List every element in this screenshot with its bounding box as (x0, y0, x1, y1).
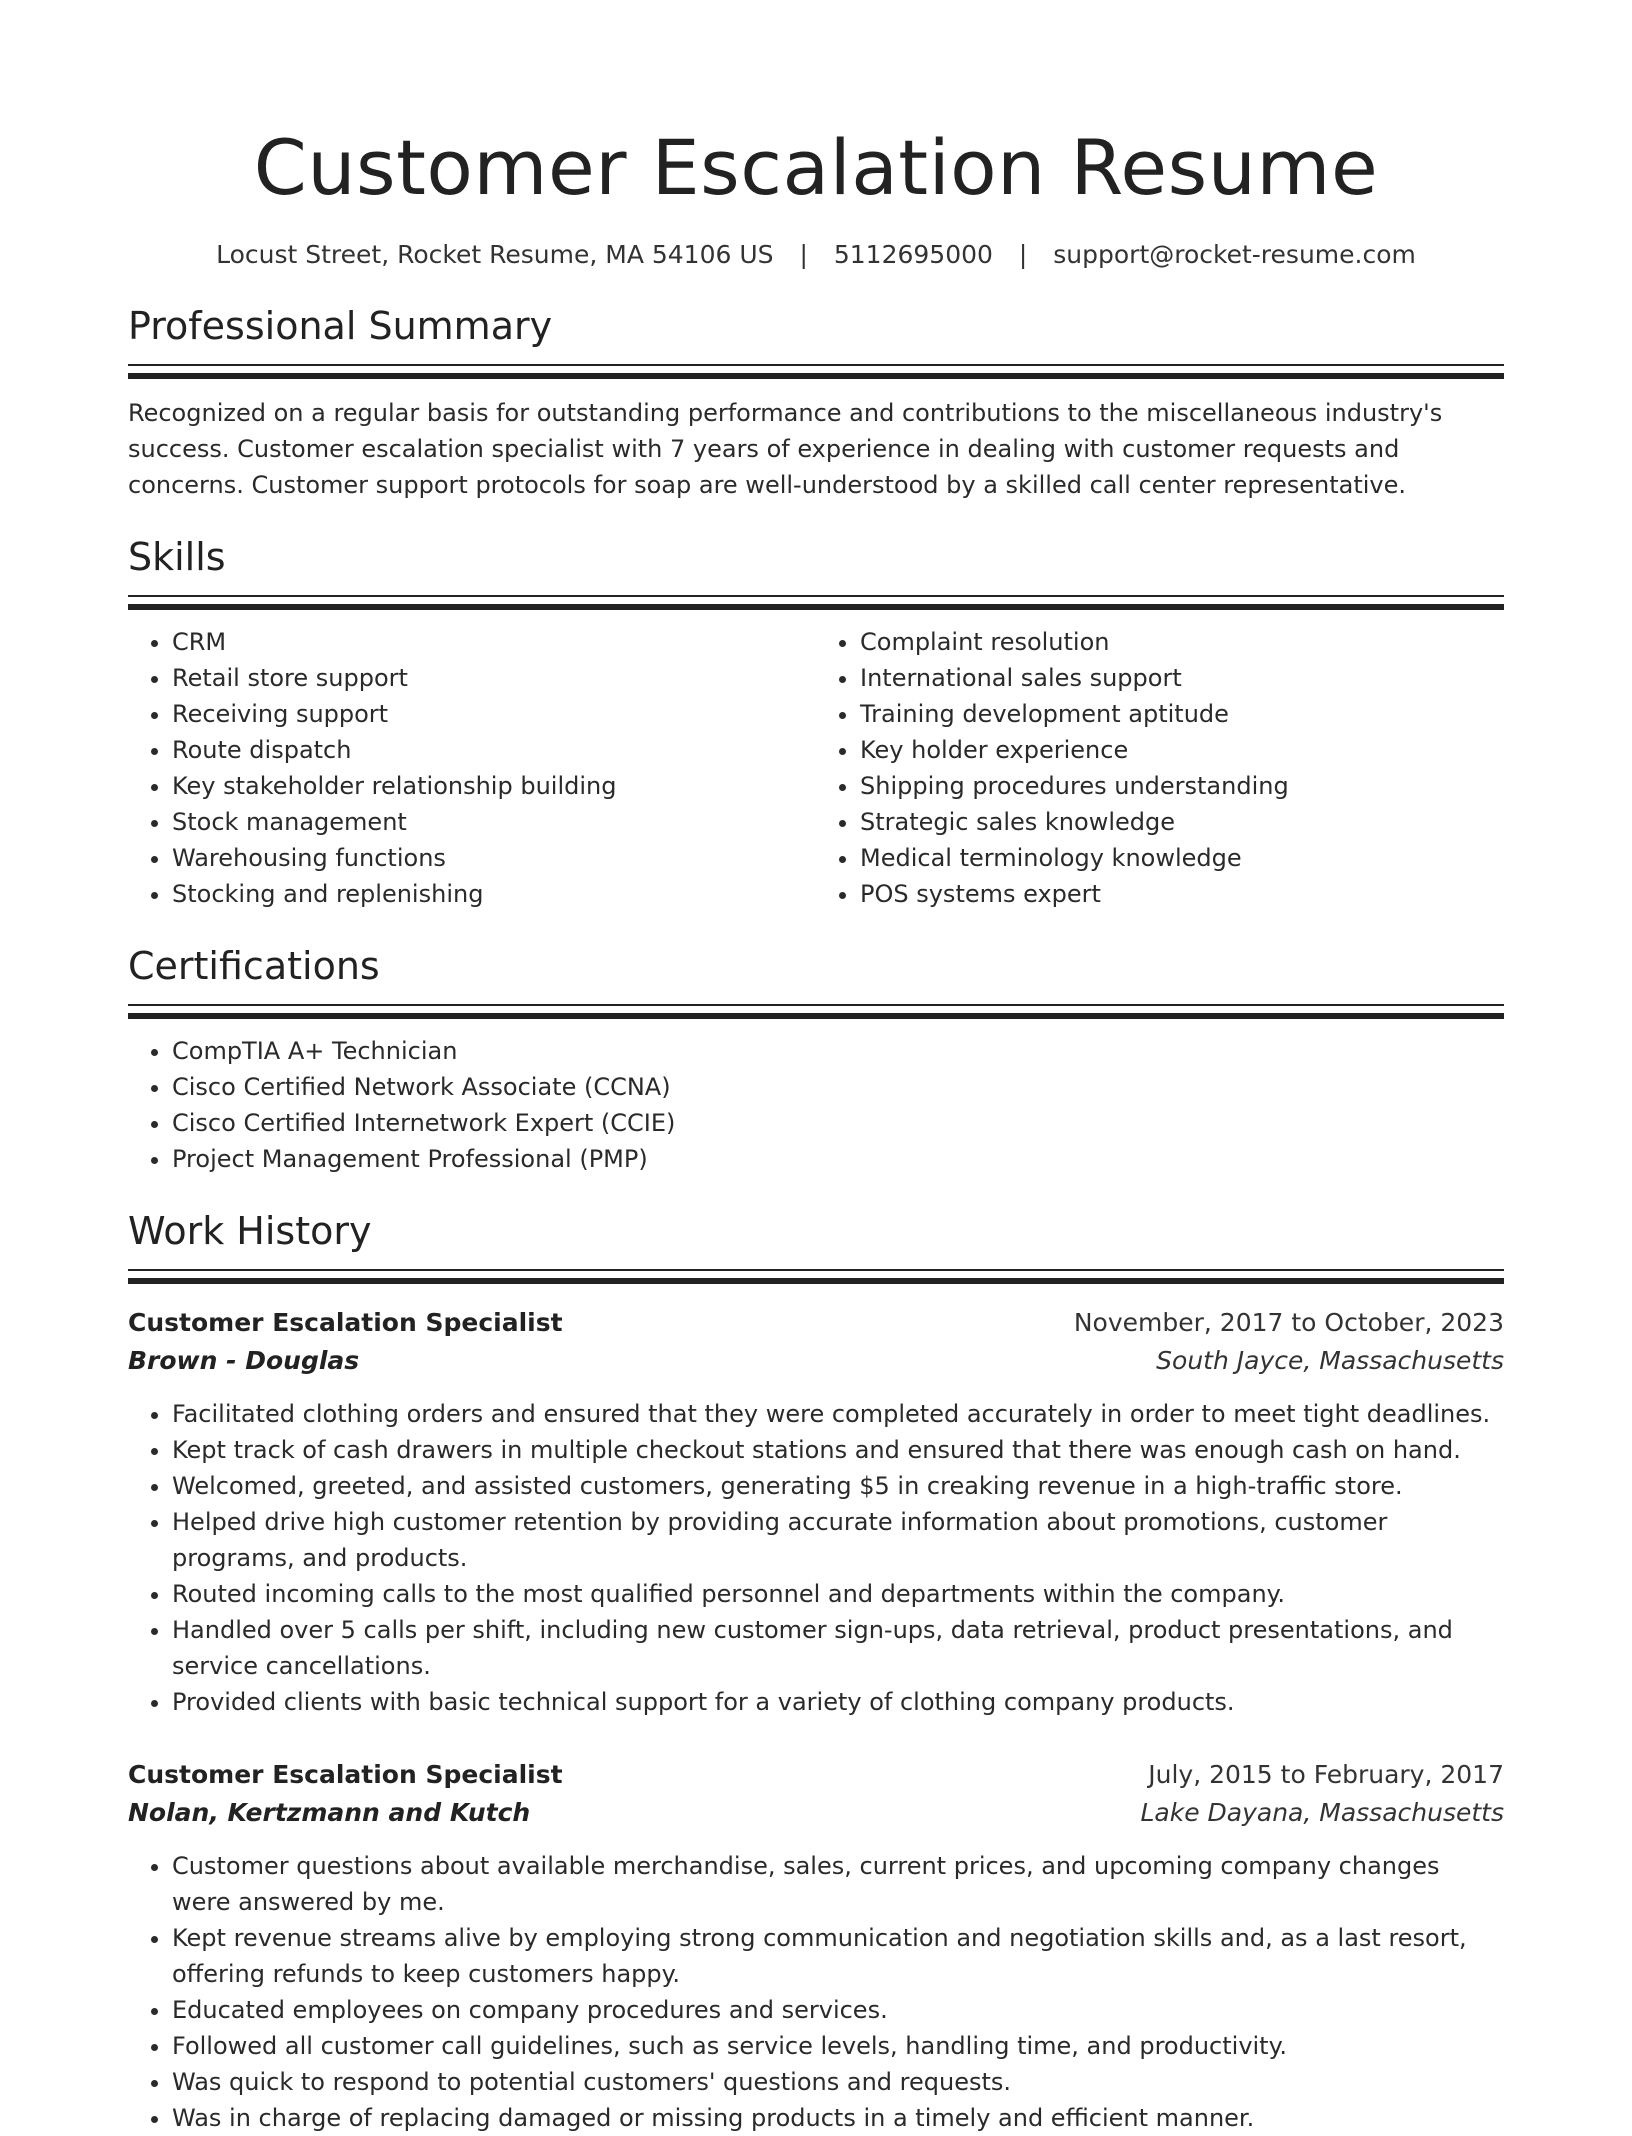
skill-item: • Warehousing functions (172, 840, 816, 876)
job-duty-item: • Facilitated clothing orders and ensured that they were completed accurately in order to meet tight deadlines. (172, 1396, 1504, 1432)
contact-phone: 5112695000 (833, 240, 993, 269)
page-title: Customer Escalation Resume (253, 123, 1379, 212)
job-location: Lake Dayana, Massachusetts (1140, 1798, 1504, 1827)
section-divider (128, 364, 1504, 379)
skills-section (128, 533, 1504, 912)
skill-item: • Stocking and replenishing (172, 876, 816, 912)
section-divider (128, 1004, 1504, 1019)
work-history-section (128, 1207, 1504, 2136)
certifications-list (128, 1033, 1504, 1177)
skill-item: • Route dispatch (172, 732, 816, 768)
contact-line (128, 238, 1504, 272)
job-duty-item: • Was quick to respond to potential customers' questions and requests. (172, 2064, 1504, 2100)
contact-address: Locust Street, Rocket Resume, MA 54106 US (216, 240, 774, 269)
job-duty-item: • Educated employees on company procedures and services. (172, 1992, 1504, 2028)
section-divider (128, 595, 1504, 610)
section-divider (128, 1269, 1504, 1284)
certification-item: • Cisco Certified Network Associate (CCNA) (172, 1069, 1504, 1105)
skill-item: • POS systems expert (860, 876, 1504, 912)
certification-item: • Cisco Certified Internetwork Expert (CCIE) (172, 1105, 1504, 1141)
skills-heading: Skills (128, 535, 226, 579)
job-duty-item: • Was in charge of replacing damaged or missing products in a timely and efficient manner. (172, 2100, 1504, 2136)
job-duty-item: • Provided clients with basic technical support for a variety of clothing company products. (172, 1684, 1504, 1720)
job-entry (128, 1304, 1504, 1720)
skill-item: • Training development aptitude (860, 696, 1504, 732)
job-duty-item: • Kept track of cash drawers in multiple checkout stations and ensured that there was enough cash on hand. (172, 1432, 1504, 1468)
job-duties-list (128, 1396, 1504, 1720)
summary-section (128, 302, 1504, 503)
job-duty-item: • Handled over 5 calls per shift, including new customer sign-ups, data retrieval, product presentations, and service cancellations. (172, 1612, 1504, 1684)
summary-text: Recognized on a regular basis for outstanding performance and contributions to the miscellaneous industry's success. Customer escalation specialist with 7 years of experience in dealing with customer requests and concerns. Customer support protocols for soap are well-understood by a skilled call center representative. (128, 399, 1443, 499)
skill-item: • Shipping procedures understanding (860, 768, 1504, 804)
job-header-row (128, 1756, 1504, 1794)
job-company: Nolan, Kertzmann and Kutch (128, 1798, 531, 1827)
skills-list-left (128, 624, 816, 912)
summary-heading: Professional Summary (128, 304, 553, 348)
job-duty-item: • Customer questions about available merchandise, sales, current prices, and upcoming company changes were answered by me. (172, 1848, 1504, 1920)
job-duty-item: • Welcomed, greeted, and assisted customers, generating $5 in creaking revenue in a high-traffic store. (172, 1468, 1504, 1504)
job-title: Customer Escalation Specialist (128, 1760, 563, 1789)
skill-item: • Strategic sales knowledge (860, 804, 1504, 840)
skill-item: • Retail store support (172, 660, 816, 696)
contact-separator: | (799, 240, 808, 269)
contact-separator: | (1018, 240, 1028, 269)
job-header-row (128, 1304, 1504, 1342)
job-location: South Jayce, Massachusetts (1156, 1346, 1504, 1375)
skill-item: • Key holder experience (860, 732, 1504, 768)
skill-item: • Receiving support (172, 696, 816, 732)
job-dates: July, 2015 to February, 2017 (1148, 1760, 1504, 1789)
job-duty-item: • Followed all customer call guidelines, such as service levels, handling time, and productivity. (172, 2028, 1504, 2064)
skill-item: • Medical terminology knowledge (860, 840, 1504, 876)
certifications-heading: Certifications (128, 944, 380, 988)
skills-list-right (816, 624, 1504, 912)
skills-grid (128, 610, 1504, 912)
job-duty-item: • Routed incoming calls to the most qualified personnel and departments within the company. (172, 1576, 1504, 1612)
job-dates: November, 2017 to October, 2023 (1073, 1308, 1504, 1337)
work-history-heading: Work History (128, 1209, 372, 1253)
job-duty-item: • Kept revenue streams alive by employing strong communication and negotiation skills and, as a last resort, offering refunds to keep customers happy. (172, 1920, 1504, 1992)
contact-email: support@rocket-resume.com (1053, 240, 1416, 269)
skill-item: • Stock management (172, 804, 816, 840)
skill-item: • Key stakeholder relationship building (172, 768, 816, 804)
job-duties-list (128, 1848, 1504, 2136)
skill-item: • International sales support (860, 660, 1504, 696)
certifications-section (128, 942, 1504, 1177)
job-title: Customer Escalation Specialist (128, 1308, 563, 1337)
job-company-row (128, 1342, 1504, 1380)
skill-item: • CRM (172, 624, 816, 660)
certification-item: • Project Management Professional (PMP) (172, 1141, 1504, 1177)
skill-item: • Complaint resolution (860, 624, 1504, 660)
job-entry (128, 1756, 1504, 2136)
certification-item: • CompTIA A+ Technician (172, 1033, 1504, 1069)
job-company: Brown - Douglas (128, 1346, 360, 1375)
job-company-row (128, 1794, 1504, 1832)
job-duty-item: • Helped drive high customer retention by providing accurate information about promotions, customer programs, and products. (172, 1504, 1504, 1576)
